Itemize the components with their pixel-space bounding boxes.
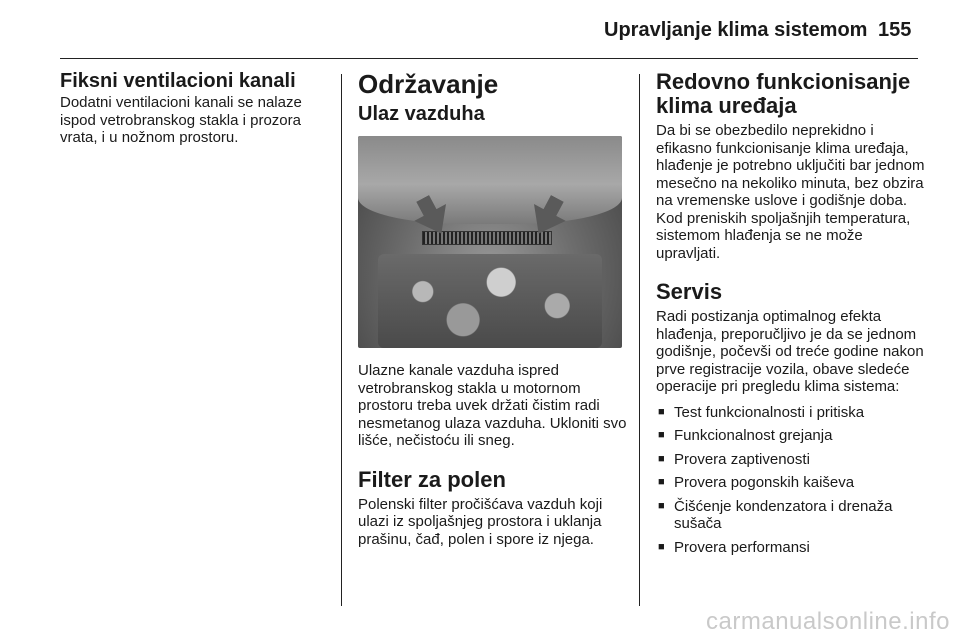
column-middle — [358, 70, 628, 548]
service-checklist — [656, 404, 926, 557]
list-item: ■ Provera zaptivenosti — [658, 450, 810, 468]
column-left — [60, 70, 330, 147]
bullet-icon: ■ — [658, 429, 665, 441]
header-rule — [60, 58, 918, 59]
text-air-intake: Ulazne kanale vazduha ispred vetrobranskog stakla u motornom prostoru treba uvek držati čistim radi nesmetanog ulaza vazduha. Ukloniti svo lišće, nečistoću ili sneg. — [358, 362, 627, 449]
column-right — [656, 70, 926, 562]
hood-shape — [358, 136, 622, 224]
bullet-icon: ■ — [658, 540, 665, 553]
bullet-icon: ■ — [658, 499, 665, 512]
watermark: carmanualsonline.info — [706, 608, 950, 635]
bullet-icon: ■ — [658, 452, 665, 465]
air-inlet-grille — [422, 231, 552, 245]
text-service: Radi postizanja optimalnog efekta hlađenja, preporučljivo je da se jednom godišnje, počevši od treće godine nakon prve registracije vozila, obave sledeće operacije pri pregledu klima sistema: — [656, 308, 924, 395]
section-text-ventilation: Dodatni ventilacioni kanali se nalaze ispod vetrobranskog stakla i prozora vrata, i u nožnom prostoru. — [60, 94, 302, 146]
bullet-icon: ■ — [658, 476, 665, 488]
list-item: ■ Funkcionalnost grejanja — [658, 427, 833, 444]
section-heading-maintenance: Održavanje — [358, 69, 499, 99]
page-number: 155 — [878, 19, 912, 41]
text-pollen-filter: Polenski filter pročišćava vazduh koji ulazi iz spoljašnjeg prostora i uklanja prašinu, čađ, polen i spore iz njega. — [358, 495, 603, 548]
text-regular-operation: Da bi se obezbedilo neprekidno i efikasno funkcionisanje klima uređaja, hlađenje je potrebno uključiti bar jednom mesečno na nekoliko minuta, bez obzira na vremenske uslove i godišnje doba. Kod preniskih spoljašnjih temperatura, sistemom hlađenja se ne može upravljati. — [656, 122, 925, 262]
engine-compartment-image — [358, 136, 622, 348]
subheading-air-intake: Ulaz vazduha — [358, 103, 485, 125]
list-item: ■ Čišćenje kondenzatora i drenaža sušača — [658, 497, 893, 532]
engine-shape — [378, 254, 602, 348]
subheading-pollen-filter: Filter za polen — [358, 466, 506, 492]
page-header — [0, 0, 960, 60]
list-item: ■ Provera pogonskih kaiševa — [658, 474, 855, 491]
section-heading-ventilation: Fiksni ventilacioni kanali — [60, 70, 296, 92]
column-divider — [639, 74, 640, 606]
section-heading-regular-operation: Redovno funkcionisanje klima uređaja — [656, 69, 911, 118]
section-heading-service: Servis — [656, 279, 723, 304]
column-divider — [341, 74, 342, 606]
header-title: Upravljanje klima sistemom — [604, 19, 868, 41]
list-item: ■ Test funkcionalnosti i pritiska — [658, 403, 865, 421]
bullet-icon: ■ — [658, 405, 665, 418]
list-item: ■ Provera performansi — [658, 538, 810, 556]
